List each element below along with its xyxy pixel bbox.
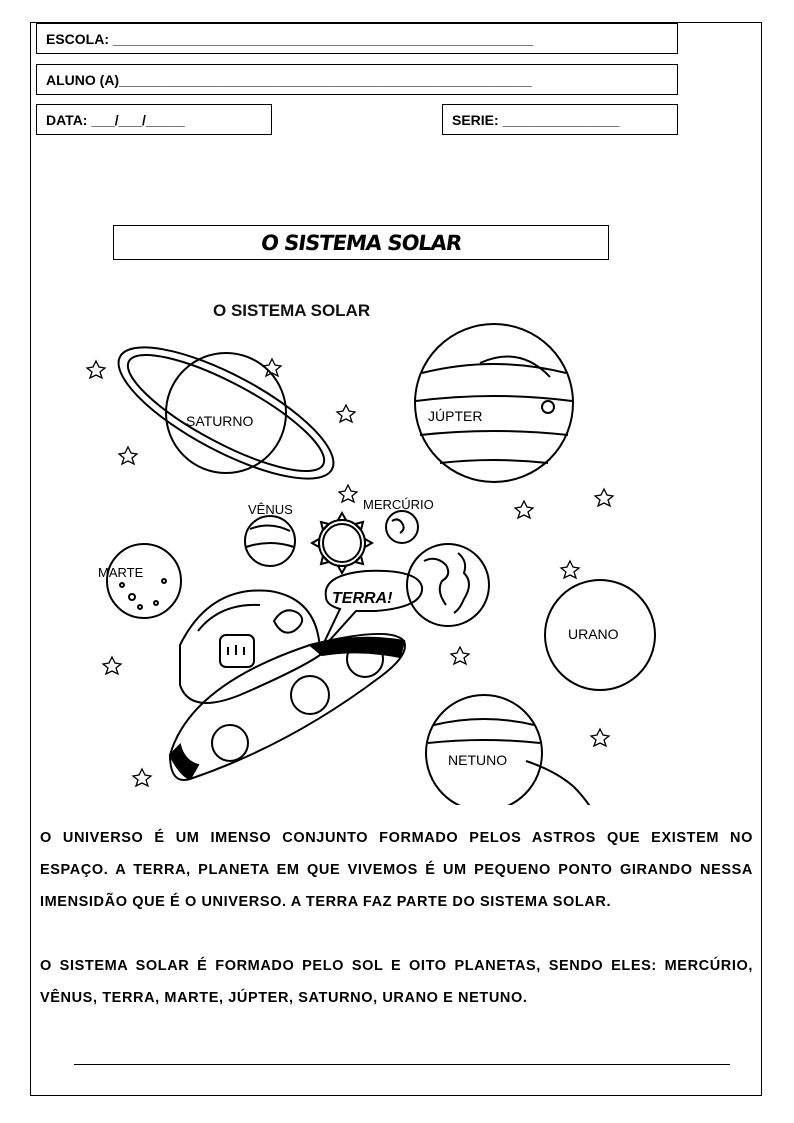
spaceship-icon	[170, 590, 405, 780]
neptune-label: NETUNO	[448, 752, 508, 768]
mars-icon	[98, 544, 181, 618]
uranus-icon	[545, 580, 655, 690]
jupiter-icon	[415, 324, 573, 482]
answer-line[interactable]	[74, 1064, 730, 1065]
earth-icon	[407, 544, 489, 626]
illustration-heading: O SISTEMA SOLAR	[213, 301, 371, 320]
uranus-label: URANO	[568, 626, 619, 642]
paragraph-universo: O UNIVERSO É UM IMENSO CONJUNTO FORMADO PELOS ASTROS QUE EXISTEM NO ESPAÇO. A TERRA, PLANETA EM QUE VIVEMOS É UM PEQUENO PONTO GIRANDO NESSA IMENSIDÃO QUE É O UNIVERSO. A TERRA FAZ PARTE DO SISTEMA SOLAR.	[40, 830, 753, 910]
venus-label: VÊNUS	[248, 502, 293, 517]
page-title: O SISTEMA SOLAR	[259, 231, 463, 255]
serie-field[interactable]: SERIE: _______________	[442, 104, 678, 135]
mercury-label: MERCÚRIO	[363, 497, 434, 512]
solar-system-illustration	[60, 285, 660, 805]
escola-field[interactable]: ESCOLA: ______________________________________________________	[36, 23, 678, 54]
jupiter-label: JÚPTER	[428, 408, 483, 424]
neptune-icon	[426, 695, 606, 805]
page-title-box	[113, 225, 609, 260]
mercury-icon	[363, 497, 434, 543]
aluno-field[interactable]: ALUNO (A)_____________________________________________________	[36, 64, 678, 95]
terra-label: TERRA!	[332, 590, 393, 607]
venus-icon	[245, 502, 295, 566]
data-field[interactable]: DATA: ___/___/_____	[36, 104, 272, 135]
saturn-label: SATURNO	[186, 413, 254, 429]
paragraph-sistema-solar: O SISTEMA SOLAR É FORMADO PELO SOL E OITO PLANETAS, SENDO ELES: MERCÚRIO, VÊNUS, TERRA, MARTE, JÚPTER, SATURNO, URANO E NETUNO.	[40, 958, 753, 1006]
saturn-icon	[102, 323, 350, 503]
sun-icon	[312, 513, 372, 573]
mars-label: MARTE	[98, 565, 144, 580]
